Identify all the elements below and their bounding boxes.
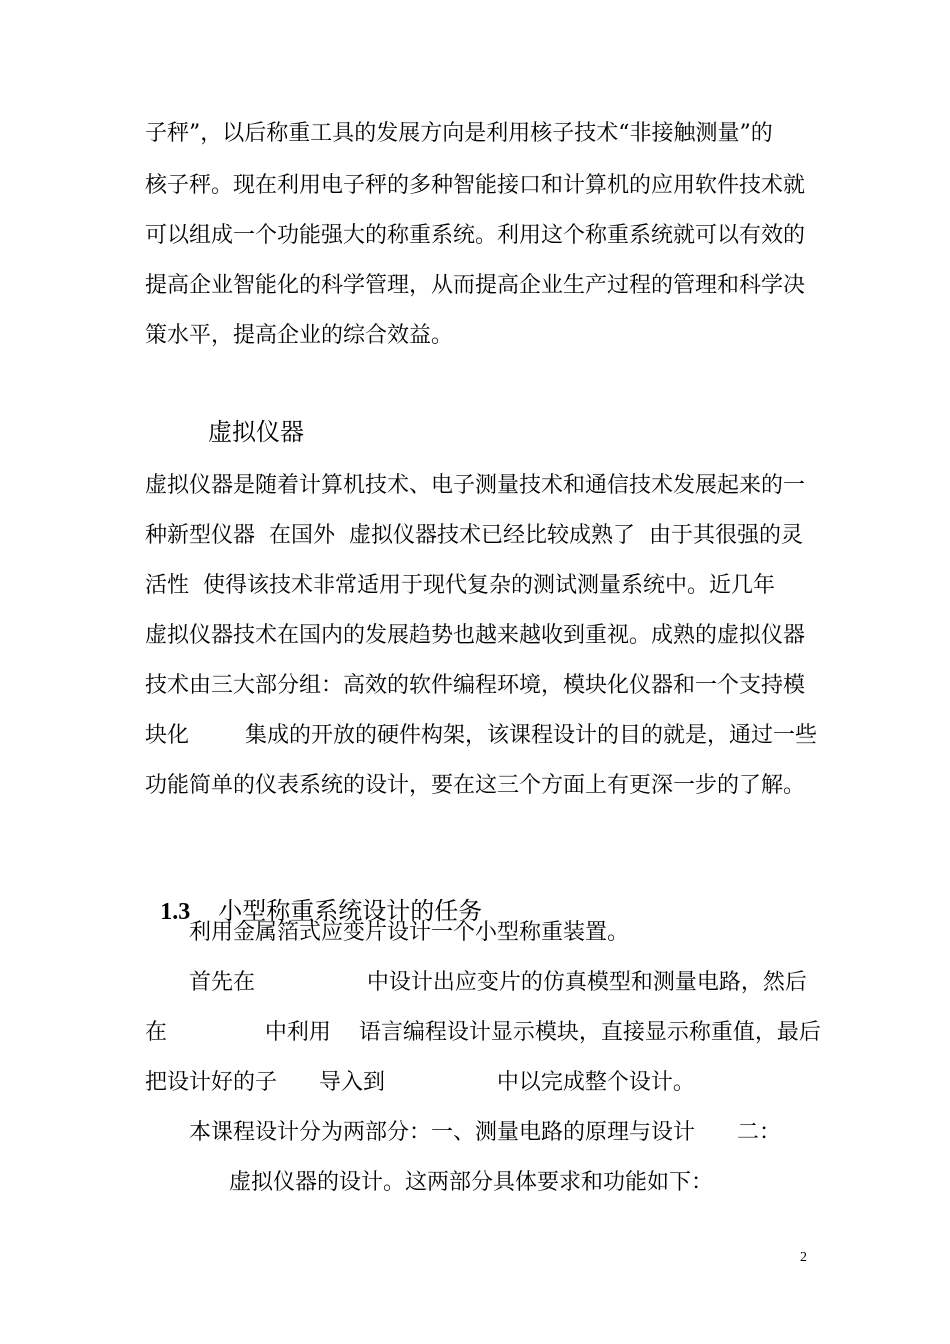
text-line: 子秤”，以后称重工具的发展方向是利用核子技术“非接触测量”的 (145, 121, 773, 146)
text-line: 首先在 中设计出应变片的仿真模型和测量电路，然后 (189, 970, 807, 995)
text-line: 利用金属箔式应变片设计一个小型称重装置。 (189, 920, 630, 945)
section-heading-virtual-instrument: 虚拟仪器 (208, 418, 304, 446)
text-line: 提高企业智能化的科学管理，从而提高企业生产过程的管理和科学决 (145, 273, 806, 298)
section-title: 小型称重系统设计的任务 (218, 897, 483, 925)
text-line: 本课程设计分为两部分：一、测量电路的原理与设计 二： (189, 1120, 781, 1145)
text-line: 活性 使得该技术非常适用于现代复杂的测试测量系统中。近几年 (145, 573, 775, 598)
text-line: 核子秤。现在利用电子秤的多种智能接口和计算机的应用软件技术就 (145, 173, 806, 198)
text-line: 虚拟仪器的设计。这两部分具体要求和功能如下： (229, 1170, 714, 1195)
text-line: 可以组成一个功能强大的称重系统。利用这个称重系统就可以有效的 (145, 223, 806, 248)
text-line: 种新型仪器 在国外 虚拟仪器技术已经比较成熟了 由于其很强的灵 (145, 523, 803, 548)
text-line: 策水平，提高企业的综合效益。 (145, 323, 454, 348)
text-line: 把设计好的子 导入到 中以完成整个设计。 (145, 1070, 695, 1095)
text-line: 虚拟仪器技术在国内的发展趋势也越来越收到重视。成熟的虚拟仪器 (145, 623, 806, 648)
text-line: 技术由三大部分组：高效的软件编程环境，模块化仪器和一个支持模 (145, 673, 806, 698)
section-number: 1.3 (160, 899, 191, 925)
text-line: 在 中利用 语言编程设计显示模块，直接显示称重值，最后 (145, 1020, 821, 1045)
page-number: 2 (800, 1250, 807, 1265)
text-line: 功能简单的仪表系统的设计，要在这三个方面上有更深一步的了解。 (145, 773, 806, 798)
text-line: 虚拟仪器是随着计算机技术、电子测量技术和通信技术发展起来的一 (145, 473, 806, 498)
text-line: 块化 集成的开放的硬件构架，该课程设计的目的就是，通过一些 (145, 723, 817, 748)
